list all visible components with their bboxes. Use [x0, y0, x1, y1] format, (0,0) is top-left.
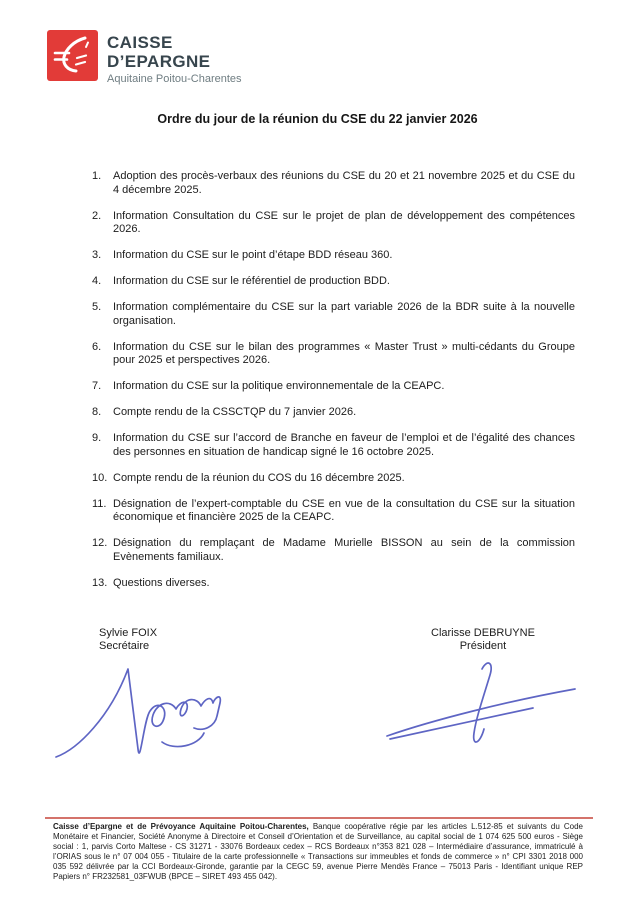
- agenda-item-4: [92, 275, 575, 289]
- brand-name-line2: D’EPARGNE: [107, 52, 211, 71]
- agenda-item-5: [92, 301, 575, 328]
- item-text: Information du CSE sur l’accord de Branche en faveur de l’emploi et de l’égalité des chances des personnes en situation de handicap signé le 16 octobre 2025.: [113, 432, 575, 458]
- secretary-signature-ink: [52, 653, 237, 775]
- item-number: 6.: [92, 340, 102, 353]
- agenda-item-11: [92, 498, 575, 525]
- agenda-item-10: [92, 472, 575, 486]
- item-number: 2.: [92, 209, 102, 222]
- secretary-name: Sylvie FOIX: [99, 627, 158, 639]
- brand-text: [107, 30, 242, 85]
- item-number: 10.: [92, 471, 108, 484]
- secretary-role: Secrétaire: [99, 640, 150, 652]
- item-number: 3.: [92, 249, 102, 261]
- item-number: 9.: [92, 432, 102, 444]
- item-text: Information Consultation du CSE sur le projet de plan de développement des compétences 2026.: [113, 209, 575, 235]
- item-number: 13.: [92, 576, 108, 589]
- item-number: 8.: [92, 406, 102, 418]
- item-number: 7.: [92, 380, 102, 392]
- president-role: Président: [459, 640, 507, 652]
- agenda-item-7: [92, 380, 575, 394]
- page-title: Ordre du jour de la réunion du CSE du 22 janvier 2026: [157, 112, 478, 126]
- agenda-item-3: [92, 249, 575, 263]
- signature-block-secretary: [99, 627, 157, 653]
- item-text: Désignation de l’expert-comptable du CSE en vue de la consultation du CSE sur la situation économique et financière 2025 de la CEAPC.: [113, 497, 575, 523]
- president-name: Clarisse DEBRUYNE: [431, 627, 535, 639]
- item-number: 12.: [92, 537, 108, 549]
- legal-footer-body: Banque coopérative régie par les articles L.512-85 et suivants du Code Monétaire et Financier, Société Anonyme à Directoire et Conseil d’Orientation et de Surveillance, au capital social de 1 074 625 500 euros - Siège social : 1, parvis Corto Maltese - CS 31271 - 33076 Bordeaux cedex – RCS Bordeaux n°353 821 028 – Intermédiaire d’assurance, immatriculé à l’ORIAS sous le n° 07 004 055 - Titulaire de la carte professionnelle « Transactions sur immeubles et fonds de commerce » n° CPI 3301 2018 000 035 592 délivrée par la CCI Bordeaux-Gironde, garantie par la CEGC 59, avenue Pierre Mendès France – 75013 Paris - Identifiant unique REP Papiers n° FR232581_03FWUB (BPCE – SIRET 493 455 042).: [53, 822, 583, 881]
- item-text: Information du CSE sur le bilan des programmes « Master Trust » multi-cédants du Groupe pour 2025 et perspectives 2026.: [113, 340, 575, 366]
- item-text: Compte rendu de la CSSCTQP du 7 janvier 2026.: [113, 406, 357, 418]
- agenda-item-1: [92, 170, 575, 197]
- item-text: Information complémentaire du CSE sur la part variable 2026 de la BDR suite à la nouvelle organisation.: [113, 301, 575, 327]
- agenda-item-2: [92, 210, 575, 237]
- agenda-item-13: [92, 577, 575, 591]
- item-text: Compte rendu de la réunion du COS du 16 décembre 2025.: [113, 471, 405, 484]
- caisse-epargne-squirrel-icon: [47, 30, 98, 81]
- letterhead: [47, 30, 242, 85]
- agenda-item-12: [92, 537, 575, 564]
- brand-name-line1: CAISSE: [107, 33, 173, 52]
- agenda-item-9: [92, 432, 575, 459]
- signature-block-president: [431, 627, 535, 653]
- item-text: Désignation du remplaçant de Madame Murielle BISSON au sein de la commission Evènements familiaux.: [113, 537, 575, 563]
- item-text: Adoption des procès-verbaux des réunions du CSE du 20 et 21 novembre 2025 et du CSE du 4 décembre 2025.: [113, 170, 575, 196]
- item-text: Information du CSE sur le point d’étape BDD réseau 360.: [113, 249, 393, 261]
- agenda-item-8: [92, 406, 575, 420]
- item-number: 5.: [92, 301, 102, 313]
- item-number: 1.: [92, 170, 102, 182]
- legal-footer-company: Caisse d’Epargne et de Prévoyance Aquitaine Poitou-Charentes,: [53, 822, 309, 831]
- agenda-item-6: [92, 341, 575, 368]
- item-text: Information du CSE sur le référentiel de production BDD.: [113, 275, 390, 287]
- item-number: 11.: [92, 497, 107, 510]
- agenda-list: [92, 170, 575, 603]
- legal-footer: [53, 822, 583, 882]
- footer-divider: [45, 817, 593, 819]
- item-number: 4.: [92, 275, 102, 287]
- president-signature-ink: [383, 656, 581, 748]
- brand-region: Aquitaine Poitou-Charentes: [107, 73, 242, 85]
- item-text: Information du CSE sur la politique environnementale de la CEAPC.: [113, 380, 445, 392]
- item-text: Questions diverses.: [113, 576, 210, 589]
